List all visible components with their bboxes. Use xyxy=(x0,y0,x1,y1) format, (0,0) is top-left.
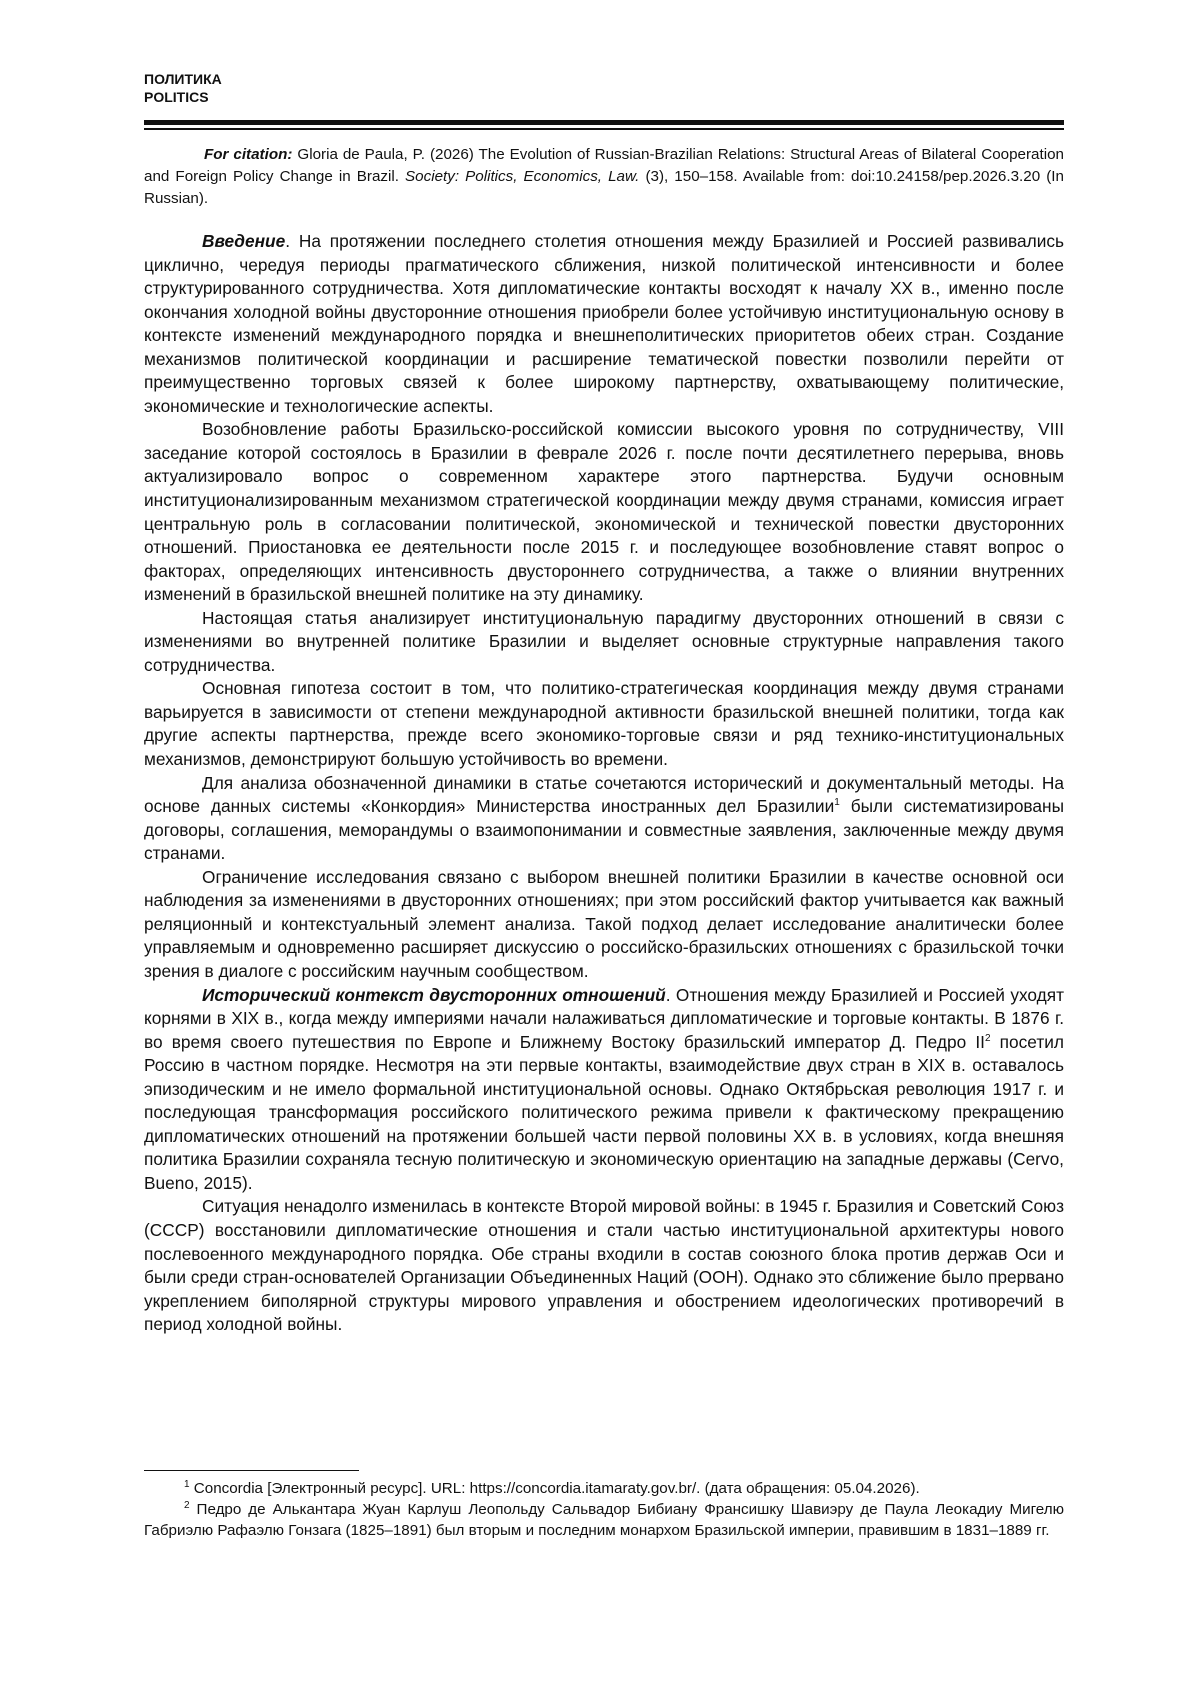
introduction-heading: Введение xyxy=(202,231,286,251)
section-title-ru: ПОЛИТИКА xyxy=(144,71,222,87)
citation-label: For citation: xyxy=(204,146,293,163)
paragraph: Основная гипотеза состоит в том, что политико-стратегическая координация между двумя странами варьируется в зависимости от степени международной активности бразильской внешней политики, тогда как другие аспекты партнерства, прежде всего экономико-торговые связи и ряд технико-институциональных механизмов, демонстрируют большую устойчивость во времени. xyxy=(144,678,1064,770)
paragraph-introduction xyxy=(144,230,1064,418)
paragraph: Настоящая статья анализирует институциональную парадигму двусторонних отношений в связи с изменениями во внутренней политике Бразилии и выделяет основные структурные направления такого сотрудничества. xyxy=(144,607,1064,675)
citation-block xyxy=(144,144,1064,210)
historical-context-heading: Исторический контекст двусторонних отношений xyxy=(202,984,666,1005)
footnote-text: Concordia [Электронный ресурс]. URL: https://concordia.itamaraty.gov.br/. (дата обращения: 05.04.2026). xyxy=(189,1480,920,1497)
paragraph: Ситуация ненадолго изменилась в контексте Второй мировой войны: в 1945 г. Бразилия и Советский Союз (СССР) восстановили дипломатические отношения и стали частью институциональной архитектуры нового послевоенного международного порядка. Обе страны входили в состав союзного блока против держав Оси и были среди стран-основателей Организации Объединенных Наций (ООН). Однако это сближение было прервано укреплением биполярной структуры мирового управления и обострением идеологических противоречий в период холодной войны. xyxy=(144,1196,1064,1335)
paragraph-text: Для анализа обозначенной динамики в статье сочетаются исторический и документальный методы. На основе данных системы «Конкордия» Министерства иностранных дел Бразилии xyxy=(144,772,1064,817)
footnotes xyxy=(144,1478,1064,1541)
footnote-rule xyxy=(144,1470,359,1471)
section-header xyxy=(144,70,222,106)
citation-journal: Society: Politics, Economics, Law. xyxy=(405,168,640,185)
footnote-ref-1: 1 xyxy=(834,797,840,809)
paragraph-text: посетил Россию в частном порядке. Несмотря на эти первые контакты, взаимодействие двух стран в XIX в. оставалось эпизодическим и не имело формальной институциональной основы. Однако Октябрьская революция 1917 г. и последующая трансформация российского политического режима привели к фактическому прекращению дипломатических отношений на протяжении большей части первой половины XX в. в условиях, когда внешняя политика Бразилии сохраняла тесную политическую и экономическую ориентацию на западные державы (Cervo, Bueno, 2015). xyxy=(144,1031,1064,1193)
footnote-ref-2: 2 xyxy=(984,1032,991,1044)
section-title-en: POLITICS xyxy=(144,89,209,105)
footnote-1 xyxy=(144,1478,1064,1499)
paragraph: Ограничение исследования связано с выбором внешней политики Бразилии в качестве основной оси наблюдения за изменениями в двусторонних отношениях; при этом российский фактор учитывается как важный реляционный и контекстуальный элемент анализа. Такой подход делает исследование аналитически более управляемым и одновременно расширяет дискуссию о российско-бразильских отношениях с бразильской точки зрения в диалоге с российским научным сообществом. xyxy=(144,866,1064,981)
paragraph: Возобновление работы Бразильско-российской комиссии высокого уровня по сотрудничеству, VIII заседание которой состоялось в Бразилии в феврале 2026 г. после почти десятилетнего перерыва, вновь актуализировало вопрос о современном характере этого партнерства. Будучи основным институционализированным механизмом стратегической координации между двумя странами, комиссия играет центральную роль в согласовании политической, экономической и технической повестки двусторонних отношений. Приостановка ее деятельности после 2015 г. и последующее возобновление ставят вопрос о факторах, определяющих интенсивность двустороннего сотрудничества, а также о влиянии внутренних изменений в бразильской внешней политике на эту динамику. xyxy=(144,419,1064,605)
header-rule-thick xyxy=(144,120,1064,125)
citation-rest: (3), 150–158. Available from: doi:10.24158/pep.2026.3.20 (In Russian). xyxy=(144,168,1064,207)
footnote-number: 1 xyxy=(184,1478,190,1490)
header-rule-thin xyxy=(144,128,1064,130)
paragraph-historical-context xyxy=(144,984,1064,1196)
paragraph-text: были систематизированы договоры, соглашения, меморандумы о взаимопонимании и совместные заявления, заключенные между двумя странами. xyxy=(144,796,1064,864)
paragraph-text: . На протяжении последнего столетия отношения между Бразилией и Россией развивались циклично, чередуя периоды прагматического сближения, низкой политической интенсивности и более структурированного сотрудничества. Хотя дипломатические контакты восходят к началу XX в., именно после окончания холодной войны двусторонние отношения приобрели более устойчивую институциональную основу в контексте изменений международного порядка и внешнеполитических приоритетов обеих стран. Создание механизмов политической координации и расширение тематической повестки позволили перейти от преимущественно торговых связей к более широкому партнерству, охватывающему политические, экономические и технологические аспекты. xyxy=(144,231,1064,416)
paragraph xyxy=(144,772,1064,866)
paragraph-text: . Отношения между Бразилией и Россией уходят корнями в XIX в., когда между империями начали налаживаться дипломатические и торговые контакты. В 1876 г. во время своего путешествия по Европе и Ближнему Востоку бразильский император Д. Педро II xyxy=(144,984,1064,1052)
footnote-number: 2 xyxy=(184,1499,190,1511)
article-body xyxy=(144,230,1064,1337)
citation-authors: Gloria de Paula, P. (2026) The Evolution of Russian-Brazilian Relations: Structural Areas of Bilateral Cooperation and Foreign Policy Change in Brazil. xyxy=(144,146,1064,185)
footnote-text: Педро де Алькантара Жуан Карлуш Леопольду Сальвадор Бибиану Франсишку Шавиэру де Паула Леокадиу Мигелю Габриэлю Рафаэлю Гонзага (1825–1891) был вторым и последним монархом Бразильской империи, правившим в 1831–1889 гг. xyxy=(144,1501,1064,1539)
footnote-2 xyxy=(144,1499,1064,1541)
